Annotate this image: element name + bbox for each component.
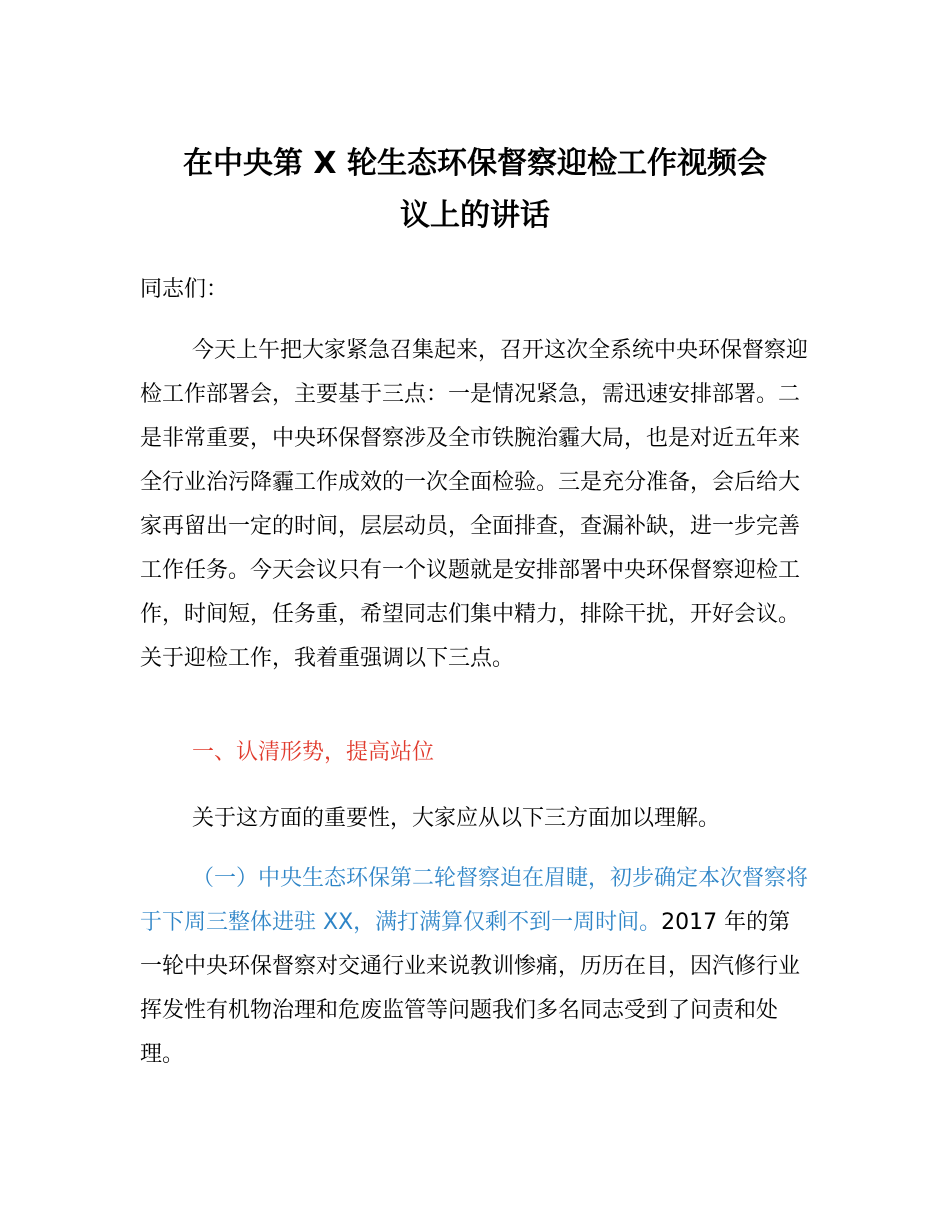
subsection-body-1: 2017 年的第一轮中央环保督察对交通行业来说教训惨痛，历历在目，因汽修行业挥发性有机物治理和危废监管等问题我们多名同志受到了问责和处理。 <box>140 910 801 1067</box>
section-heading-1: 一、认清形势，提高站位 <box>192 740 435 765</box>
title-line-1: 在中央第 X 轮生态环保督察迎检工作视频会 <box>182 146 768 181</box>
paragraph-opening: 今天上午把大家紧急召集起来，召开这次全系统中央环保督察迎检工作部署会，主要基于三点：一是情况紧急，需迅速安排部署。二是非常重要，中央环保督察涉及全市铁腕治霾大局，也是对近五年来全行业治污降霾工作成效的一次全面检验。三是充分准备，会后给大家再留出一定的时间，层层动员，全面排查，查漏补缺，进一步完善工作任务。今天会议只有一个议题就是安排部署中央环保督察迎检工作，时间短，任务重，希望同志们集中精力，排除干扰，开好会议。关于迎检工作，我着重强调以下三点。 <box>140 338 809 671</box>
paragraph-intro: 关于这方面的重要性，大家应从以下三方面加以理解。 <box>192 806 721 831</box>
salutation: 同志们： <box>140 277 229 302</box>
paragraph-subsection-1 <box>140 857 812 1077</box>
title-line-2: 议上的讲话 <box>400 198 550 233</box>
subsection-heading-1: （一）中央生态环保第二轮督察迫在眉睫，初步确定本次督察将于下周三整体进驻 XX，满打满算仅剩不到一周时间。 <box>140 866 809 935</box>
document-title <box>140 138 810 242</box>
